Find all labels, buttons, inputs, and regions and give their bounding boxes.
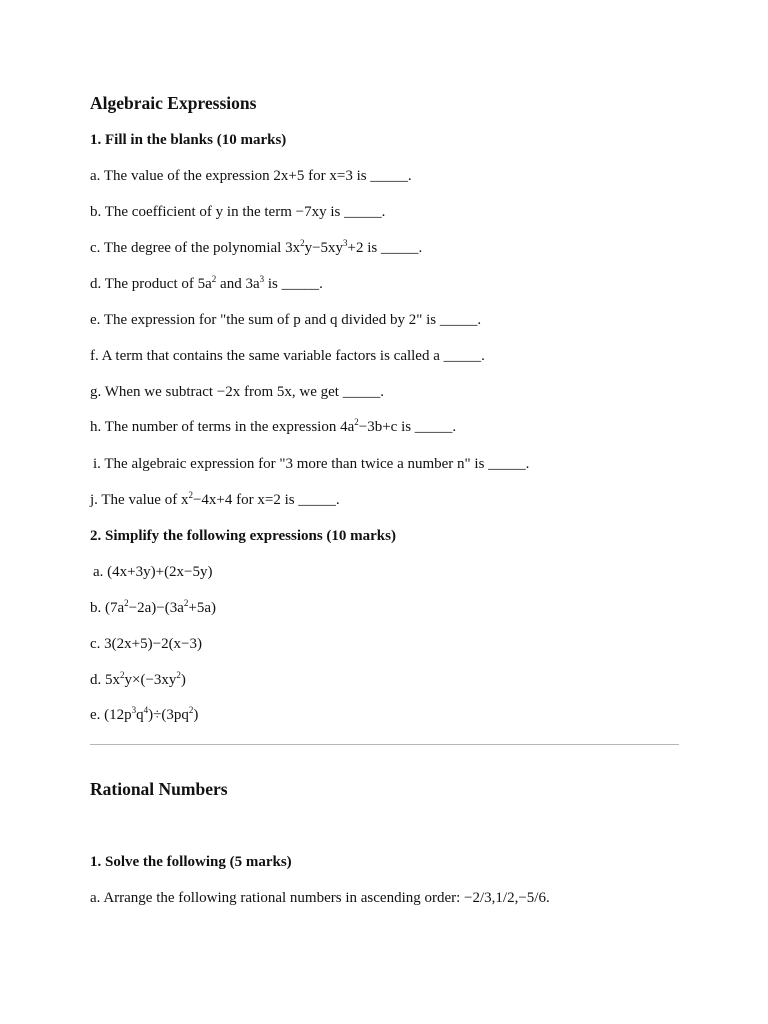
question-1g: g. When we subtract −2x from 5x, we get _____. xyxy=(90,384,384,400)
exponent: 3 xyxy=(343,238,348,248)
question-1a: a. The value of the expression 2x+5 for x=3 is _____. xyxy=(90,168,412,184)
question-1j-text-part: j. The value of x xyxy=(90,492,189,508)
question-2b-text-part: −2a)−(3a xyxy=(128,600,184,616)
question-1j-text-part: −4x+4 for x=2 is _____. xyxy=(192,492,340,508)
question-1b: b. The coefficient of y in the term −7xy is _____. xyxy=(90,204,386,220)
question-2a: a. (4x+3y)+(2x−5y) xyxy=(93,564,213,580)
question-2-heading: 2. Simplify the following expressions (10 marks) xyxy=(90,528,396,544)
question-1d-text-part: and 3a xyxy=(216,276,260,292)
question-2e-text-part: q xyxy=(136,707,144,723)
question-1j xyxy=(90,491,340,509)
question-1h-text-part: h. The number of terms in the expression 4a xyxy=(90,419,355,435)
question-2e-text-part: e. (12p xyxy=(90,707,132,723)
question-1f: f. A term that contains the same variable factors is called a _____. xyxy=(90,348,485,364)
question-2d-text-part: y×(−3xy xyxy=(124,672,177,688)
exponent: 2 xyxy=(124,598,129,608)
question-1d-text-part: d. The product of 5a xyxy=(90,276,212,292)
question-1h-text-part: −3b+c is _____. xyxy=(358,419,457,435)
question-2e-text-part: )÷(3pq xyxy=(148,707,189,723)
question-1h xyxy=(90,418,456,436)
exponent: 4 xyxy=(143,705,149,715)
question-2b xyxy=(90,599,216,617)
question-2b-text-part: b. (7a xyxy=(90,600,125,616)
exponent: 2 xyxy=(188,705,194,715)
section-divider xyxy=(90,744,679,745)
question-1c-text-part: y−5xy xyxy=(304,240,344,256)
exponent: 3 xyxy=(259,274,265,284)
question-2d-text-part: d. 5x xyxy=(90,672,120,688)
rational-question-1a: a. Arrange the following rational numbers in ascending order: −2/3,1/2,−5/6. xyxy=(90,890,550,906)
question-2d-text-part: ) xyxy=(180,672,186,688)
question-1d xyxy=(90,275,323,293)
exponent: 2 xyxy=(211,274,217,284)
section-title-rational-numbers: Rational Numbers xyxy=(90,779,228,799)
question-2e-text-part: ) xyxy=(193,707,199,723)
exponent: 2 xyxy=(300,238,305,248)
section-title-algebraic-expressions: Algebraic Expressions xyxy=(90,93,257,113)
question-1c-text-part: c. The degree of the polynomial 3x xyxy=(90,240,301,256)
question-1e: e. The expression for "the sum of p and q divided by 2" is _____. xyxy=(90,312,482,328)
exponent: 2 xyxy=(176,670,181,680)
exponent: 2 xyxy=(120,670,125,680)
question-1c-text-part: +2 is _____. xyxy=(347,240,423,256)
question-2c: c. 3(2x+5)−2(x−3) xyxy=(90,636,203,652)
question-1-heading: 1. Fill in the blanks (10 marks) xyxy=(90,132,287,148)
question-1c xyxy=(90,239,422,257)
question-2d xyxy=(90,671,186,689)
rational-question-1-heading: 1. Solve the following (5 marks) xyxy=(90,854,292,870)
exponent: 2 xyxy=(188,490,193,500)
question-1i: i. The algebraic expression for "3 more than twice a number n" is _____. xyxy=(93,456,530,472)
question-2e xyxy=(90,706,198,724)
exponent: 3 xyxy=(131,705,137,715)
question-2b-text-part: +5a) xyxy=(188,600,217,616)
exponent: 2 xyxy=(183,598,189,608)
question-1d-text-part: is _____. xyxy=(264,276,323,292)
exponent: 2 xyxy=(354,417,359,427)
